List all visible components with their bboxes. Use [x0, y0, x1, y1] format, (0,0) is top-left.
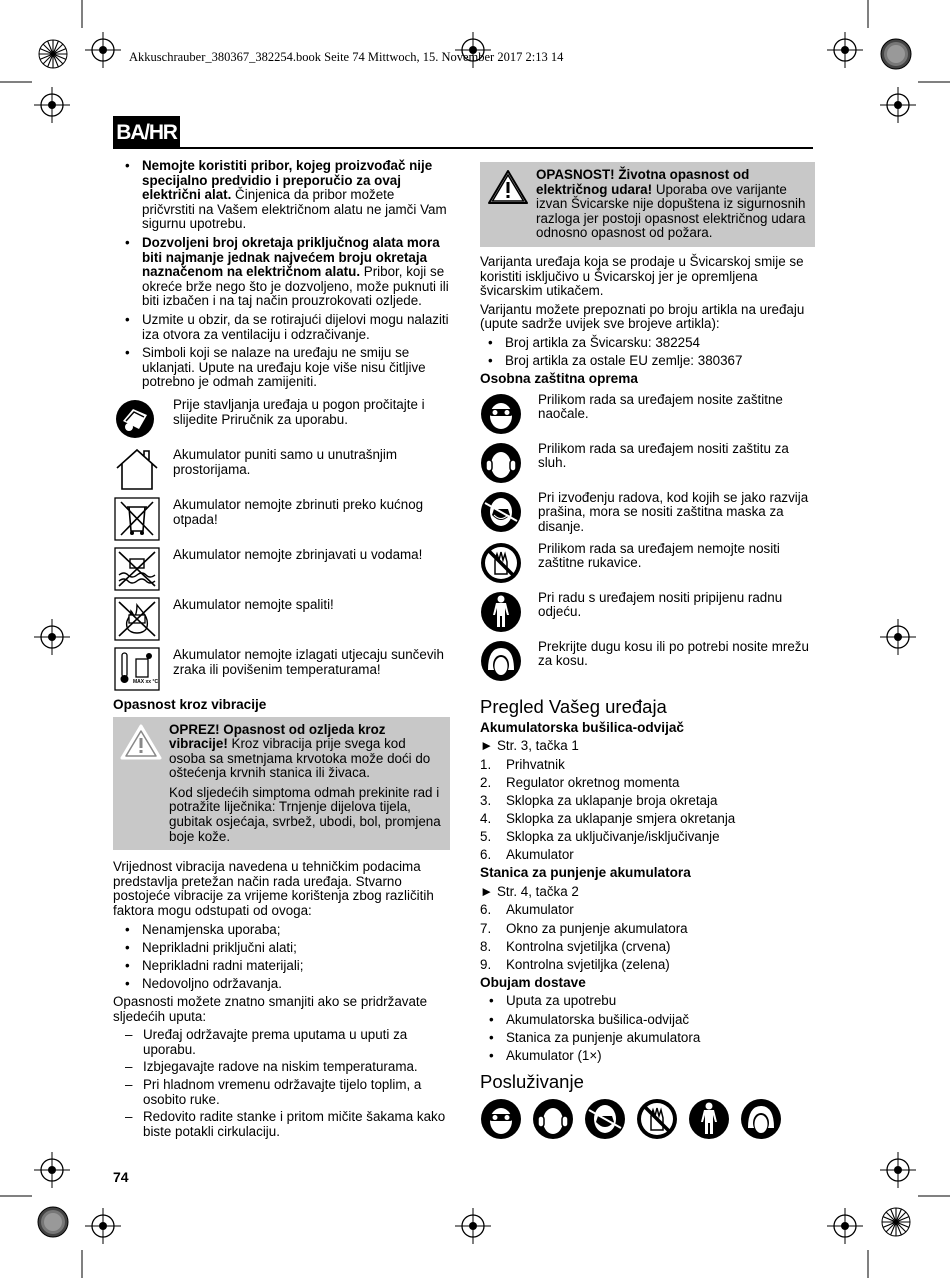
list-item: • Uputa za upotrebu — [477, 994, 815, 1009]
symbol-row — [113, 648, 450, 690]
list-item: 5. Sklopka za uključivanje/isključivanje — [480, 829, 720, 845]
symbol-text: Akumulator nemojte zbrinuti preko kućnog otpada! — [173, 496, 424, 527]
electric-warning-icon — [486, 168, 530, 206]
ppe-text: Pri izvođenju radova, kod kojih se jako razvija prašina, mora se nositi zaštitna maska za disanje. — [538, 489, 809, 534]
operation-heading: Posluživanje — [480, 1071, 584, 1093]
list-item: • Nedovoljno održavanja. — [113, 977, 450, 992]
ppe-text: Prilikom rada sa uređajem nosite zaštitne naočale. — [538, 391, 783, 422]
ppe-row — [480, 640, 815, 682]
list-item: • Akumulatorska bušilica-odvijač — [477, 1013, 815, 1028]
article-paragraph: Varijantu možete prepoznati po broju artikla na uređaju (upute sadrže uvijek sve brojeve artikla): — [480, 301, 805, 332]
crossed-bin-icon — [113, 498, 161, 540]
list-item: 2. Regulator okretnog momenta — [480, 774, 680, 790]
dust-mask-icon — [480, 491, 522, 533]
temperature-icon — [113, 648, 161, 690]
page-number: 74 — [113, 1169, 129, 1185]
ear-protection-icon — [480, 442, 522, 484]
charger-reference: ► Str. 4, tačka 2 — [480, 883, 579, 899]
list-item: – Redovito radite stanke i pritom mičite šakama kako biste potakli cirkulaciju. — [113, 1110, 450, 1139]
delivery-list — [477, 994, 815, 1063]
list-item: • Broj artikla za ostale EU zemlje: 380367 — [476, 354, 815, 369]
list-item: • Neprikladni radni materijali; — [113, 959, 450, 974]
charger-heading: Stanica za punjenje akumulatora — [480, 865, 691, 881]
ppe-row — [480, 393, 815, 435]
symbol-text: Akumulator nemojte spaliti! — [173, 596, 334, 612]
vibration-paragraph: Vrijednost vibracija navedena u tehničkim podacima predstavlja pretežan način rada uređaja. Stvarno postojeće vibracije za vrijeme korištenja zbog različitih faktora mogu odstupati od ovoga: — [113, 859, 434, 919]
ppe-text: Prilikom rada sa uređajem nositi zaštitu za sluh. — [538, 440, 789, 471]
reduce-paragraph: Opasnosti možete znatno smanjiti ako se pridržavate sljedećih uputa: — [113, 994, 428, 1024]
ppe-text: Pri radu s uređajem nositi pripijenu radnu odjeću. — [538, 589, 783, 620]
left-column — [113, 159, 450, 1142]
house-icon — [113, 448, 161, 490]
list-item: 1. Prihvatnik — [480, 756, 565, 772]
list-item: – Izbjegavajte radove na niskim temperaturama. — [113, 1060, 450, 1075]
symbol-text: Akumulator nemojte zbrinjavati u vodama! — [173, 546, 423, 562]
hair-cover-icon — [480, 640, 522, 682]
no-fire-icon — [113, 598, 161, 640]
list-item: • Stanica za punjenje akumulatora — [477, 1031, 815, 1046]
work-clothing-icon — [688, 1098, 730, 1140]
ppe-row — [480, 542, 815, 584]
list-item: 7. Okno za punjenje akumulatora — [480, 920, 688, 936]
safety-bullets — [113, 159, 450, 390]
list-item: • Uzmite u obzir, da se rotirajući dijelovi mogu nalaziti iza otvora za ventilaciju i odzračivanje. — [113, 313, 450, 342]
safety-goggles-icon — [480, 393, 522, 435]
symbol-row — [113, 448, 450, 490]
symbol-text: Akumulator nemojte izlagati utjecaju sunčevih zraka ili povišenim temperaturama! — [173, 646, 444, 677]
ear-protection-icon — [532, 1098, 574, 1140]
vibration-heading: Opasnost kroz vibracije — [113, 696, 267, 712]
symbol-row — [113, 548, 450, 590]
no-gloves-icon — [636, 1098, 678, 1140]
delivery-heading: Obujam dostave — [480, 974, 586, 990]
ppe-text: Prekrijte dugu kosu ili po potrebi nosite mrežu za kosu. — [538, 638, 809, 669]
list-item: – Pri hladnom vremenu održavajte tijelo toplim, a osobito ruke. — [113, 1078, 450, 1107]
ppe-row — [480, 491, 815, 535]
overview-heading: Pregled Vašeg uređaja — [480, 695, 667, 717]
dust-mask-icon — [584, 1098, 626, 1140]
temperature-icon-label: MAX xx °C — [133, 678, 159, 685]
symbol-row — [113, 598, 450, 640]
list-item: 3. Sklopka za uklapanje broja okretaja — [480, 792, 718, 808]
drill-heading: Akumulatorska bušilica-odvijač — [480, 719, 684, 735]
safety-goggles-icon — [480, 1098, 522, 1140]
ppe-row — [480, 442, 815, 484]
book-header-line: Akkuschrauber_380367_382254.book Seite 74 Mittwoch, 15. November 2017 2:13 14 — [129, 50, 564, 64]
list-item: • Nemojte koristiti pribor, kojeg proizvođač nije specijalno predvidio i preporučio za ovaj električni alat. Činjenica da pribor možete pričvrstiti na Vašem električnom alatu ne jamči Vam sigurnu upotrebu. — [113, 159, 450, 232]
list-item: – Uređaj održavajte prema uputama u uputi za uporabu. — [113, 1028, 450, 1057]
work-clothing-icon — [480, 591, 522, 633]
dash-list — [113, 1028, 450, 1139]
drill-parts-list — [480, 758, 815, 863]
language-tag: BA/HR — [113, 116, 180, 149]
list-item: • Dozvoljeni broj okretaja priključnog alata mora biti najmanje jednak najvećem broju okretaja naznačenom na električnom alatu. Pribor, koji se okreće brže nego što je dozvoljeno, može puknuti ili biti izbačen i na taj način prouzrokovati ozljede. — [113, 236, 450, 309]
symbol-text: Prije stavljanja uređaja u pogon pročitajte i slijedite Priručnik za uporabu. — [173, 396, 425, 427]
vibration-bullets — [113, 923, 450, 992]
warning-triangle-icon — [119, 723, 163, 761]
danger-box: OPASNOST! Životna opasnost od električnog udara! Uporaba ove varijante izvan Švicarske nije dopuštena iz sigurnosnih razloga jer postoji opasnost električnog udara odnosno opasnost od požara. — [480, 162, 815, 247]
ppe-icon-row — [480, 1098, 815, 1140]
list-item: • Nenamjenska uporaba; — [113, 923, 450, 938]
list-item: 4. Sklopka za uklapanje smjera okretanja — [480, 810, 736, 826]
caution-box: OPREZ! Opasnost od ozljeda kroz vibracije! Kroz vibracija prije svega kod osoba sa smetnjama krvotoka može doći do oštećenja krvnih stanica ili živaca. Kod sljedećih simptoma odmah prekinite rad i potražite liječnika: Trnjenje dijelova tijela, gubitak osjećaja, svrbež, ubodi, bol, promjena boje kože. — [113, 717, 450, 851]
symbol-row — [113, 398, 450, 440]
list-item: 9. Kontrolna svjetiljka (zelena) — [480, 956, 670, 972]
drill-reference: ► Str. 3, tačka 1 — [480, 738, 579, 754]
ppe-text: Prilikom rada sa uređajem nemojte nositi zaštitne rukavice. — [538, 540, 780, 571]
no-water-icon — [113, 548, 161, 590]
list-item: • Akumulator (1×) — [477, 1049, 815, 1064]
list-item: • Simboli koji se nalaze na uređaju ne smiju se uklanjati. Upute na uređaju koje više nisu čitljive potrebno je odmah zamijeniti. — [113, 346, 450, 390]
no-gloves-icon — [480, 542, 522, 584]
charger-parts-list — [480, 903, 815, 972]
manual-icon — [113, 398, 161, 440]
list-item: 8. Kontrolna svjetiljka (crvena) — [480, 938, 671, 954]
right-column — [480, 162, 815, 1140]
header-rule — [113, 147, 813, 149]
list-item: 6. Akumulator — [480, 847, 574, 863]
list-item: • Broj artikla za Švicarsku: 382254 — [476, 336, 815, 351]
ppe-heading: Osobna zaštitna oprema — [480, 371, 638, 387]
symbol-text: Akumulator puniti samo u unutrašnjim prostorijama. — [173, 446, 398, 477]
hair-cover-icon — [740, 1098, 782, 1140]
list-item: 6. Akumulator — [480, 902, 574, 918]
list-item: • Neprikladni priključni alati; — [113, 941, 450, 956]
swiss-paragraph: Varijanta uređaja koja se prodaje u Švicarskoj smije se koristiti isključivo u Švicarskoj jer je opremljena švicarskim utikačem. — [480, 253, 804, 299]
ppe-row — [480, 591, 815, 633]
article-bullets — [476, 336, 815, 369]
symbol-row — [113, 498, 450, 540]
